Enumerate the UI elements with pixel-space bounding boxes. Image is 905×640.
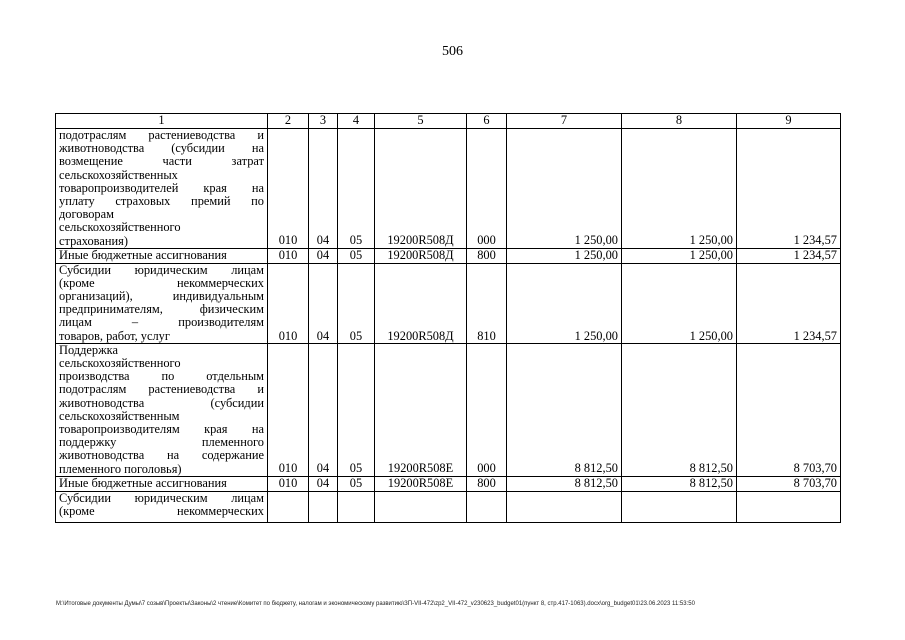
target-article-code-cell: 19200R508Е [375, 476, 467, 491]
item-name-line: Поддержка [59, 343, 118, 357]
item-name-line: предпринимателям, физическим [59, 302, 264, 317]
empty-cell [622, 491, 737, 522]
item-name-cell [56, 248, 268, 263]
column-header: 5 [375, 114, 467, 129]
amount-col7-cell: 1 250,00 [507, 248, 622, 263]
column-header: 3 [309, 114, 338, 129]
budget-table [55, 113, 841, 523]
item-name-line: возмещение части затрат [59, 154, 264, 169]
item-name-line: уплату страховых премий по [59, 193, 264, 208]
table-row [56, 476, 841, 491]
item-name-line: сельскохозяйственного [59, 356, 181, 370]
item-name-line: сельскохозяйственным [59, 408, 180, 423]
item-name-line: товаропроизводителям края на [59, 421, 264, 436]
chapter-code-cell: 010 [268, 476, 309, 491]
item-name-cell [56, 343, 268, 476]
chapter-code-cell: 010 [268, 343, 309, 476]
column-header: 9 [737, 114, 841, 129]
target-article-code-cell: 19200R508Е [375, 343, 467, 476]
expense-type-code-cell: 800 [467, 248, 507, 263]
item-name-line: Иные бюджетные ассигнования [59, 248, 227, 263]
empty-cell [268, 491, 309, 522]
section-code-cell: 04 [309, 476, 338, 491]
section-code-cell: 04 [309, 263, 338, 343]
subsection-code-cell: 05 [338, 129, 375, 249]
item-name-cell [56, 263, 268, 343]
expense-type-code-cell: 800 [467, 476, 507, 491]
item-name-line: лицам – производителям [59, 315, 264, 330]
expense-type-code-cell: 810 [467, 263, 507, 343]
item-name-line: Субсидии юридическим лицам [59, 263, 264, 277]
section-code-cell: 04 [309, 343, 338, 476]
subsection-code-cell: 05 [338, 263, 375, 343]
section-code-cell: 04 [309, 129, 338, 249]
amount-col9-cell: 8 703,70 [737, 343, 841, 476]
amount-col7-cell: 8 812,50 [507, 343, 622, 476]
amount-col8-cell: 1 250,00 [622, 263, 737, 343]
item-name-line: (кроме некоммерческих [59, 503, 264, 518]
empty-cell [737, 491, 841, 522]
item-name-line: производства по отдельным [59, 369, 264, 384]
amount-col9-cell: 1 234,57 [737, 248, 841, 263]
item-name-cell [56, 491, 268, 522]
document-footer-path: M:\Итоговые документы Думы\7 созыв\Проекты\Законы\2 чтение\Комитет по бюджету, налогам и экономическому развитию\ЗП-VII-472\zp2_VII-472_v230623_budget01(пункт 8, стр.417-1063).docx\org_budget01\23.06.2023 11:53:50 [56, 601, 695, 607]
amount-col9-cell: 8 703,70 [737, 476, 841, 491]
subsection-code-cell: 05 [338, 476, 375, 491]
item-name-line: подотраслям растениеводства и [59, 382, 264, 397]
item-name-line: (кроме некоммерческих [59, 275, 264, 290]
item-name-line: племенного поголовья) [59, 461, 182, 476]
item-name-line: страхования) [59, 233, 128, 248]
item-name-cell [56, 129, 268, 249]
column-header: 1 [56, 114, 268, 129]
item-name-line: Субсидии юридическим лицам [59, 491, 264, 505]
item-name-line: Иные бюджетные ассигнования [59, 476, 227, 491]
empty-cell [338, 491, 375, 522]
amount-col7-cell: 1 250,00 [507, 263, 622, 343]
empty-cell [309, 491, 338, 522]
table-row [56, 248, 841, 263]
table-row-partial [56, 491, 841, 522]
item-name-line: организаций), индивидуальным [59, 289, 264, 304]
item-name-line: сельскохозяйственных [59, 167, 178, 182]
column-header: 8 [622, 114, 737, 129]
subsection-code-cell: 05 [338, 248, 375, 263]
item-name-line: подотраслям растениеводства и [59, 128, 264, 142]
target-article-code-cell: 19200R508Д [375, 248, 467, 263]
section-code-cell: 04 [309, 248, 338, 263]
empty-cell [467, 491, 507, 522]
target-article-code-cell: 19200R508Д [375, 263, 467, 343]
item-name-line: договорам [59, 207, 114, 222]
item-name-line: сельскохозяйственного [59, 220, 181, 235]
subsection-code-cell: 05 [338, 343, 375, 476]
chapter-code-cell: 010 [268, 263, 309, 343]
column-header: 4 [338, 114, 375, 129]
column-header: 7 [507, 114, 622, 129]
amount-col8-cell: 8 812,50 [622, 343, 737, 476]
expense-type-code-cell: 000 [467, 343, 507, 476]
page-number: 506 [442, 44, 463, 59]
target-article-code-cell: 19200R508Д [375, 129, 467, 249]
table-header-row [56, 114, 841, 129]
amount-col8-cell: 1 250,00 [622, 248, 737, 263]
item-name-line: товаров, работ, услуг [59, 328, 170, 343]
amount-col8-cell: 1 250,00 [622, 129, 737, 249]
amount-col7-cell: 8 812,50 [507, 476, 622, 491]
table-row [56, 129, 841, 249]
item-name-cell [56, 476, 268, 491]
amount-col9-cell: 1 234,57 [737, 263, 841, 343]
item-name-line: животноводства (субсидии на [59, 141, 264, 156]
column-header: 2 [268, 114, 309, 129]
amount-col7-cell: 1 250,00 [507, 129, 622, 249]
amount-col8-cell: 8 812,50 [622, 476, 737, 491]
chapter-code-cell: 010 [268, 248, 309, 263]
chapter-code-cell: 010 [268, 129, 309, 249]
item-name-line: животноводства (субсидии [59, 395, 264, 410]
expense-type-code-cell: 000 [467, 129, 507, 249]
empty-cell [375, 491, 467, 522]
table-row [56, 263, 841, 343]
item-name-line: поддержку племенного [59, 435, 264, 450]
amount-col9-cell: 1 234,57 [737, 129, 841, 249]
item-name-line: животноводства на содержание [59, 448, 264, 463]
empty-cell [507, 491, 622, 522]
column-header: 6 [467, 114, 507, 129]
table-row [56, 343, 841, 476]
item-name-line: товаропроизводителей края на [59, 180, 264, 195]
